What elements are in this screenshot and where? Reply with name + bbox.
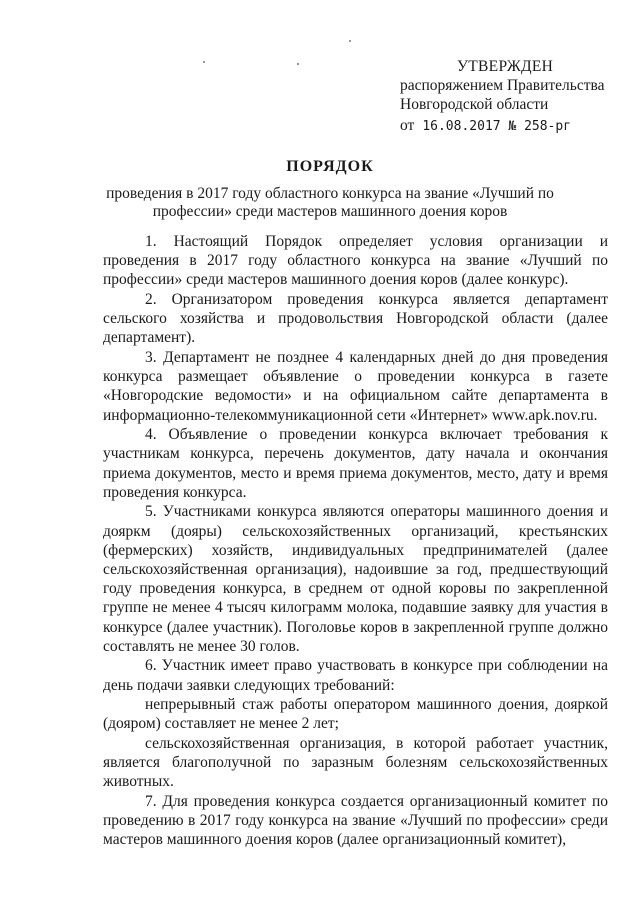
approval-date-value: 16.08.2017 № 258-рг [422,119,572,134]
approval-line-2: Новгородской области [400,96,549,113]
paragraph-6-requirement-1: непрерывный стаж работы оператором машинного доения, дояркой (дояром) составляет не менее 2 лет; [103,696,608,733]
approval-date-row [400,116,630,136]
paragraph-7: 7. Для проведения конкурса создается организационный комитет по проведению в 2017 году конкурса на звание «Лучший по профессии» среди мастеров машинного доения коров (далее организационный комитет), [103,793,608,849]
paragraph-4: 4. Объявление о проведении конкурса включает требования к участникам конкурса, перечень документов, дату начала и окончания приема документов, место и время приема документов, место, дату и время проведения конкурса. [103,426,608,501]
title-block [60,157,600,221]
paragraph-3: 3. Департамент не позднее 4 календарных дней до дня проведения конкурса размещает объявление о проведении конкурса в газете «Новгородские ведомости» и на официальном сайте департамента в информационно-телекоммуникационной сети «Интернет» www.apk.nov.ru. [103,349,608,424]
scan-speck [349,40,351,42]
paragraph-2: 2. Организатором проведения конкурса является департамент сельского хозяйства и продовольствия Новгородской области (далее департамент). [103,291,608,347]
approval-heading: УТВЕРЖДЕН [457,58,554,75]
approval-line-1: распоряжением Правительства [400,77,605,94]
document-body [103,232,608,850]
paragraph-1: 1. Настоящий Порядок определяет условия организации и проведения в 2017 году областного конкурса на звание «Лучший по профессии» среди мастеров машинного доения коров (далее конкурс). [103,233,608,289]
document-subtitle: проведения в 2017 году областного конкурса на звание «Лучший по профессии» среди мастеров машинного доения коров [106,185,554,220]
approval-date-prefix: от [400,117,415,134]
document-title: ПОРЯДОК [286,158,374,175]
paragraph-6-requirement-2: сельскохозяйственная организация, в которой работает участник, является благополучной по заразным болезням сельскохозяйственных животных. [103,735,608,791]
paragraph-6: 6. Участник имеет право участвовать в конкурсе при соблюдении на день подачи заявки следующих требований: [103,657,608,694]
scan-speck [203,61,205,63]
scan-speck [297,63,299,65]
approval-stamp [400,57,630,136]
paragraph-5: 5. Участниками конкурса являются операторы машинного доения и дояркм (дояры) сельскохозяйственных организаций, крестьянских (фермерских) хозяйств, индивидуальных предпринимателей (далее сельскохозяйственная организация), надоившие за год, предшествующий году проведения конкурса, в среднем от одной коровы по закрепленной группе не менее 4 тысяч килограмм молока, подавшие заявку для участия в конкурсе (далее участник). Поголовье коров в закрепленной группе должно составлять не менее 30 голов. [103,503,608,655]
